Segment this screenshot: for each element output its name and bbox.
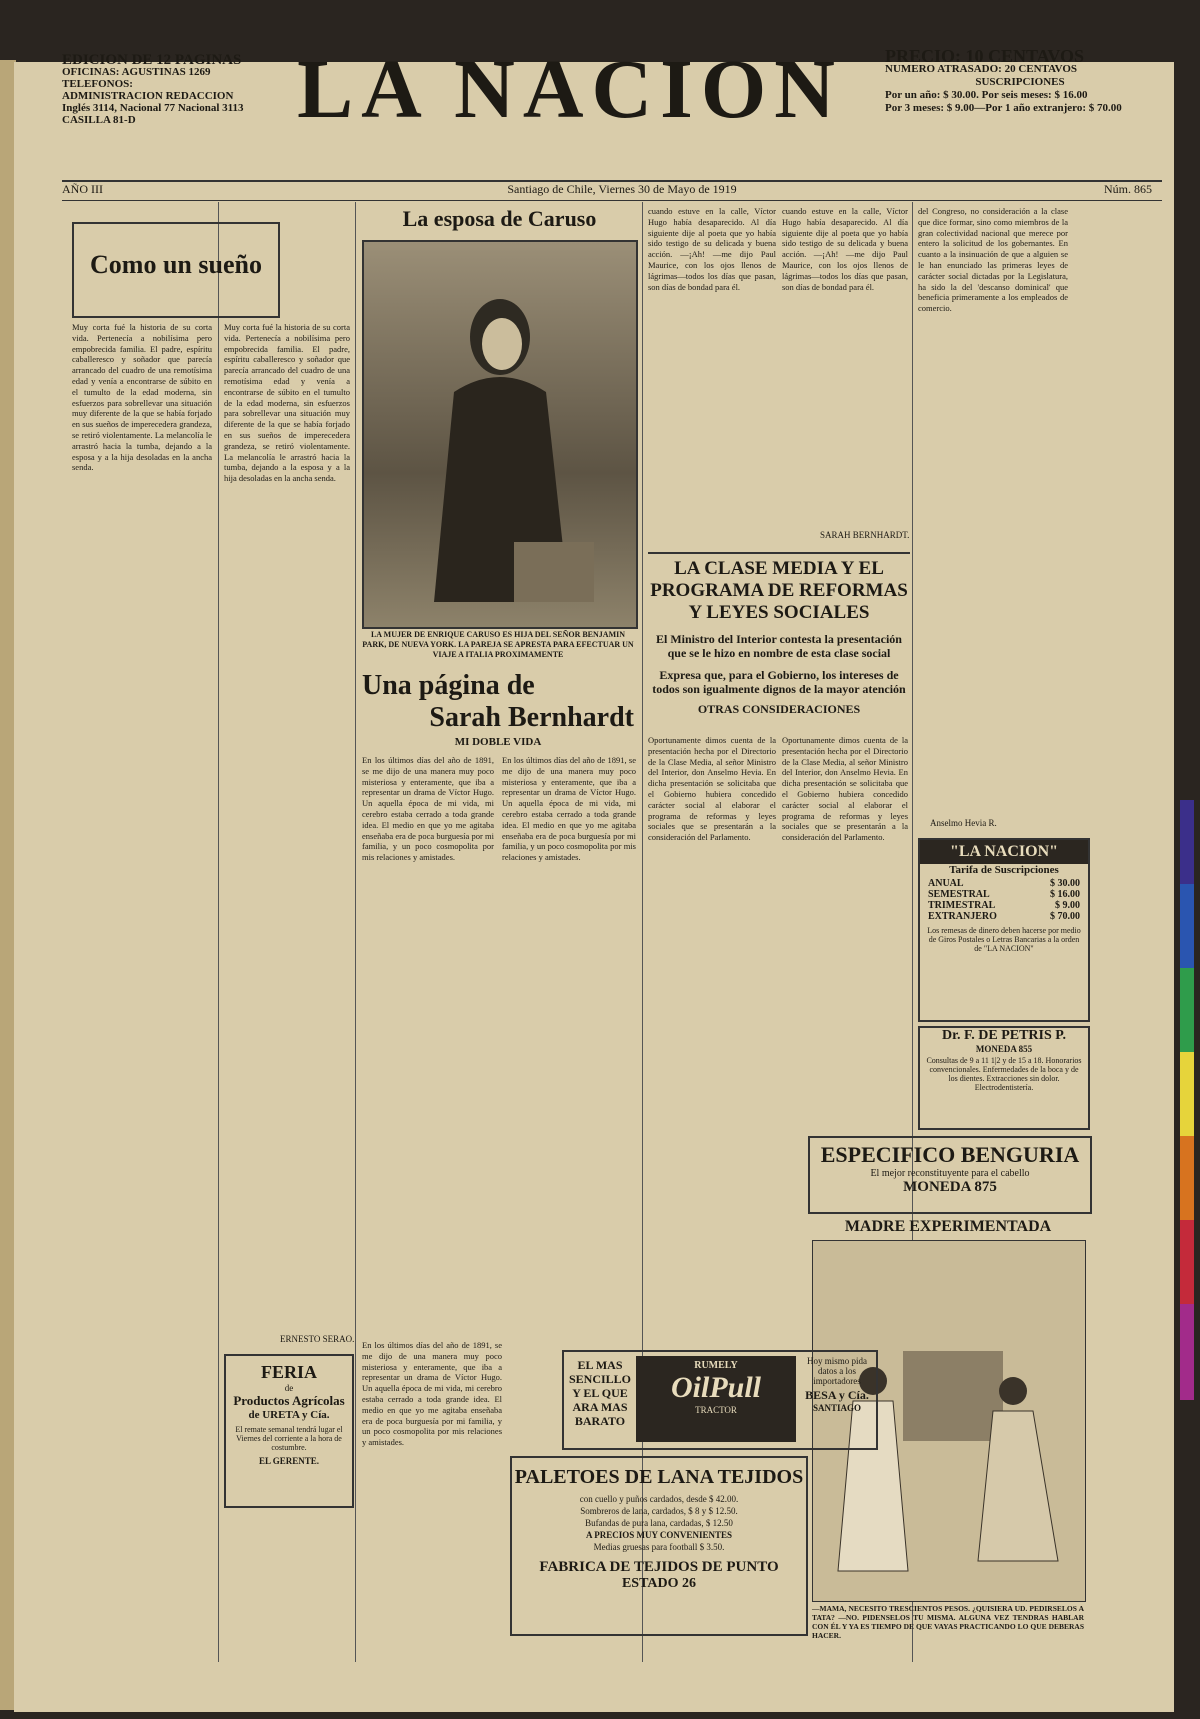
office-line: TELEFONOS:	[62, 78, 133, 90]
clase-text-col1: Oportunamente dimos cuenta de la presentación hecha por el Directorio de la Clase Media, al señor Ministro del Interior, don Anselmo Hevia. En dicha presentación se solicitaba que el Gobierno hubiera concedido carácter social al elaborar el programa de reformas y leyes sociales que se presentarán a la consideración del Parlamento.	[648, 735, 776, 843]
edition-label: EDICION DE 12 PAGINAS	[62, 52, 242, 68]
sueno-text-col2: Muy corta fué la historia de su corta vida. Pertenecía a nobilísima pero empobrecida familia. El padre, espíritu caballeresco y soñador que parecía arrancado del cuadro de una remotísima edad y venía a encontrarse de súbito en el tumulto de la edad moderna, sin esfuerzos para sobrellevar una situación muy diferente de la que se había forjado en sus sueños de imperecedera grandeza, se retiró violentamente. La melancolía le arrastró hacia la tumba, dejando a la esposa y a la hija desoladas en la ancha senda.	[224, 322, 350, 484]
paletos-ad	[510, 1456, 808, 1636]
office-line: OFICINAS: AGUSTINAS 1269	[62, 66, 211, 78]
masthead-right	[885, 46, 1155, 115]
sarah-header	[362, 670, 634, 748]
rate-row	[928, 878, 1080, 889]
benguria-ad	[808, 1136, 1092, 1214]
feria-title: FERIA	[260, 1362, 317, 1382]
woman-portrait-image	[364, 242, 636, 627]
sarah-text-col2: En los últimos días del año de 1891, se me dijo de una manera muy poco misteriosa y enteramente, que iba a representar un drama de Víctor Hugo. Un aquella época de mi vida, mi cerebro estaba cerrado a toda grande idea. El medio en que yo me agitaba enseñaba era de poca burguesía por mi familia, y un poco cosmopolita por mis relaciones y amistades.	[502, 755, 636, 863]
rumely-left-text: EL MAS SENCILLO Y EL QUE ARA MAS BARATO	[568, 1358, 632, 1428]
rate-value: $ 16.00	[1050, 889, 1080, 900]
clase-sub2: Expresa que, para el Gobierno, los intereses de todos son igualmente dignos de la mayor atención	[652, 668, 906, 696]
color-calibration-strip	[1180, 800, 1194, 1400]
feria-de: de	[284, 1383, 294, 1393]
feria-text: El remate semanal tendrá lugar el Viernes del corriente a la hora de costumbre.	[235, 1425, 343, 1452]
rumely-dealer: BESA y Cía.	[805, 1388, 869, 1402]
rumely-tractor: TRACTOR	[695, 1405, 737, 1415]
rumely-name: OilPull	[670, 1371, 761, 1404]
office-line: Inglés 3114, Nacional 77 Nacional 3113	[62, 102, 244, 114]
nacion-note: Los remesas de dinero deben hacerse por medio de Giros Postales o Letras Bancarias a la orden de "LA NACION"	[927, 926, 1081, 953]
caruso-box	[362, 206, 637, 232]
petris-ad	[918, 1026, 1090, 1130]
rate-row	[928, 889, 1080, 900]
petris-sub: MONEDA 855	[975, 1044, 1033, 1054]
subs-line: Por un año: $ 30.00. Por seis meses: $ 16.00	[885, 89, 1088, 101]
rate-label: EXTRANJERO	[928, 911, 997, 922]
clase-title: LA CLASE MEDIA Y EL PROGRAMA DE REFORMAS Y LEYES SOCIALES	[650, 558, 908, 623]
feria-name: Productos Agrícolas	[233, 1393, 345, 1408]
sarah-text-col1: En los últimos días del año de 1891, se me dijo de una manera muy poco misteriosa y enteramente, que iba a representar un drama de Víctor Hugo. Un aquella época de mi vida, mi cerebro estaba cerrado a toda grande idea. El medio en que yo me agitaba enseñaba era de poca burguesía por mi familia, y un poco cosmopolita por mis relaciones y amistades.	[362, 755, 494, 863]
paletos-line: Sombreros de lana, cardados, $ 8 y $ 12.50.	[580, 1506, 738, 1516]
caruso-caption: LA MUJER DE ENRIQUE CARUSO ES HIJA DEL SEÑOR BENJAMIN PARK, DE NUEVA YORK. LA PAREJA SE APRESTA PARA EFECTUAR UN VIAJE A ITALIA PROXIMAMENTE	[362, 630, 634, 659]
date-label: Santiago de Chile, Viernes 30 de Mayo de 1919	[507, 182, 737, 196]
feria-owner: de URETA y Cía.	[248, 1409, 330, 1421]
masthead-left	[62, 54, 272, 126]
rate-value: $ 70.00	[1050, 911, 1080, 922]
column-rule	[355, 202, 356, 1662]
paletos-line: con cuello y puños cardados, desde $ 42.00.	[579, 1494, 739, 1504]
nacion-ad-sub: Tarifa de Suscripciones	[949, 864, 1059, 876]
rate-value: $ 30.00	[1050, 878, 1080, 889]
paletos-factory: FABRICA DE TEJIDOS DE PUNTO	[539, 1559, 779, 1575]
victor-text-col2: cuando estuve en la calle, Víctor Hugo había desaparecido. Al día siguiente dije al poeta que yo había sido testigo de su delicada y buena acción. —¡Ah! —me dijo Paul Maurice, con los ojos llenos de lágrimas—todos los días que pasan, son días de bondad para él.	[782, 206, 908, 292]
caruso-title: La esposa de Caruso	[402, 206, 597, 231]
benguria-sub: El mejor reconstituyente para el cabello	[870, 1168, 1030, 1179]
rate-row	[928, 900, 1080, 911]
masthead-title: LA NACION	[297, 43, 843, 136]
office-line: ADMINISTRACION REDACCION	[62, 90, 234, 102]
issue-number: Núm. 865	[1104, 182, 1152, 196]
subs-title: SUSCRIPCIONES	[975, 76, 1065, 88]
nacion-rates	[920, 876, 1088, 924]
nacion-subs-ad	[918, 838, 1090, 1022]
dateline	[62, 180, 1162, 201]
paletos-line: A PRECIOS MUY CONVENIENTES	[586, 1530, 732, 1540]
back-issue-price: NUMERO ATRASADO: 20 CENTAVOS	[885, 63, 1077, 75]
feria-sign: EL GERENTE.	[258, 1456, 320, 1466]
paletos-line: Medias gruesas para football $ 3.50.	[593, 1542, 725, 1552]
rate-value: $ 9.00	[1055, 900, 1080, 911]
paletos-title: PALETOES DE LANA TEJIDOS	[514, 1466, 804, 1488]
right-text: del Congreso, no consideración a la clase que dice formar, sino como miembros de la gran colectividad nacional que merece por entero la solicitud de los gobernantes. En cuanto a la insinuación de que a alguien se le han enunciado las primeras leyes de carácter social dictadas por la Legislatura, ha sido la del 'descanso dominical' que beneficia primeramente a los empleados de comercio.	[918, 206, 1068, 314]
petris-title: Dr. F. DE PETRIS P.	[941, 1028, 1067, 1043]
madre-header	[808, 1218, 1088, 1236]
victor-text-col1: cuando estuve en la calle, Víctor Hugo había desaparecido. Al día siguiente dije al poeta que yo había sido testigo de su delicada y buena acción. —¡Ah! —me dijo Paul Maurice, con los ojos llenos de lágrimas—todos los días que pasan, son días de bondad para él.	[648, 206, 776, 292]
clase-sub3: OTRAS CONSIDERACIONES	[697, 702, 861, 716]
office-line: CASILLA 81-D	[62, 114, 136, 126]
right-signature: Anselmo Hevia R.	[930, 818, 997, 828]
sarah-title-1: Una página de	[362, 670, 535, 701]
benguria-title: ESPECIFICO BENGURIA	[820, 1142, 1080, 1167]
madre-title: MADRE EXPERIMENTADA	[844, 1218, 1052, 1235]
rate-label: ANUAL	[928, 878, 964, 889]
rate-label: TRIMESTRAL	[928, 900, 996, 911]
paletos-lines	[512, 1493, 806, 1553]
nacion-ad-title: "LA NACION"	[920, 840, 1088, 864]
subs-line: Por 3 meses: $ 9.00—Por 1 año extranjero: $ 70.00	[885, 102, 1122, 114]
rumely-ad	[562, 1350, 878, 1450]
paletos-addr: ESTADO 26	[621, 1576, 697, 1591]
sueno-text-col1: Muy corta fué la historia de su corta vida. Pertenecía a nobilísima pero empobrecida familia. El padre, espíritu caballeresco y soñador que parecía arrancado del cuadro de una remotísima edad y venía a encontrarse de súbito en el tumulto de la edad moderna, sin esfuerzos para sobrellevar una situación muy diferente de la que se había forjado en sus sueños de imperecedera grandeza, se retiró violentamente. La melancolía le arrastró hacia la tumba, dejando a la esposa y a la hija desoladas en la ancha senda.	[72, 322, 212, 473]
clase-text-col2: Oportunamente dimos cuenta de la presentación hecha por el Directorio de la Clase Media, al señor Ministro del Interior, don Anselmo Hevia. En dicha presentación se solicitaba que el Gobierno hubiera concedido carácter social al elaborar el programa de reformas y leyes sociales que se presentarán a la consideración del Parlamento.	[782, 735, 908, 843]
column-rule	[218, 202, 219, 1662]
clase-header	[648, 552, 910, 717]
lower-text: En los últimos días del año de 1891, se me dijo de una manera muy poco misteriosa y enteramente, que iba a representar un drama de Víctor Hugo. Un aquella época de mi vida, mi cerebro estaba cerrado a toda grande idea. El medio en que yo me agitaba enseñaba era de poca burguesía por mi familia, y un poco cosmopolita por mis relaciones y amistades.	[362, 1340, 502, 1448]
sueno-frame	[72, 222, 280, 318]
petris-text: Consultas de 9 a 11 1|2 y de 15 a 18. Honorarios convencionales. Enfermedades de la boca y de los dientes. Extracciones sin dolor. Electrodentistería.	[926, 1056, 1082, 1092]
sueno-title: Como un sueño	[90, 250, 262, 279]
rumely-city: SANTIAGO	[812, 1403, 861, 1413]
sarah-sub: MI DOBLE VIDA	[454, 736, 542, 748]
year-label: AÑO III	[62, 182, 103, 196]
benguria-addr: MONEDA 875	[903, 1179, 997, 1195]
paletos-line: Bufandas de pura lana, cardadas, $ 12.50	[585, 1518, 733, 1528]
rate-label: SEMESTRAL	[928, 889, 990, 900]
madre-caption: —MAMA, NECESITO TRESCIENTOS PESOS. ¿QUISIERA UD. PEDIRSELOS A TATA? —NO. PIDENSELOS TU MISMA. ALGUNA VEZ TENDRAS HABLAR CON ÉL Y YA ES TIEMPO DE QUE VAYAS PRACTICANDO LO QUE DEBERAS HACER.	[812, 1604, 1084, 1640]
rumely-logo	[636, 1356, 796, 1442]
rumely-brand: RUMELY	[694, 1360, 738, 1371]
sarah-title-2: Sarah Bernhardt	[429, 702, 634, 733]
rumely-right	[802, 1356, 872, 1413]
sarah-signature: SARAH BERNHARDT.	[820, 530, 910, 540]
rate-row	[928, 911, 1080, 922]
rumely-right-text: Hoy mismo pida datos a los importadores	[807, 1356, 867, 1386]
feria-ad	[224, 1354, 354, 1508]
sueno-author: ERNESTO SERAO.	[280, 1334, 355, 1344]
price: PRECIO: 10 CENTAVOS	[885, 46, 1085, 66]
clase-sub1: El Ministro del Interior contesta la presentación que se le hizo en nombre de esta clase social	[656, 632, 902, 660]
caruso-photo	[362, 240, 638, 629]
